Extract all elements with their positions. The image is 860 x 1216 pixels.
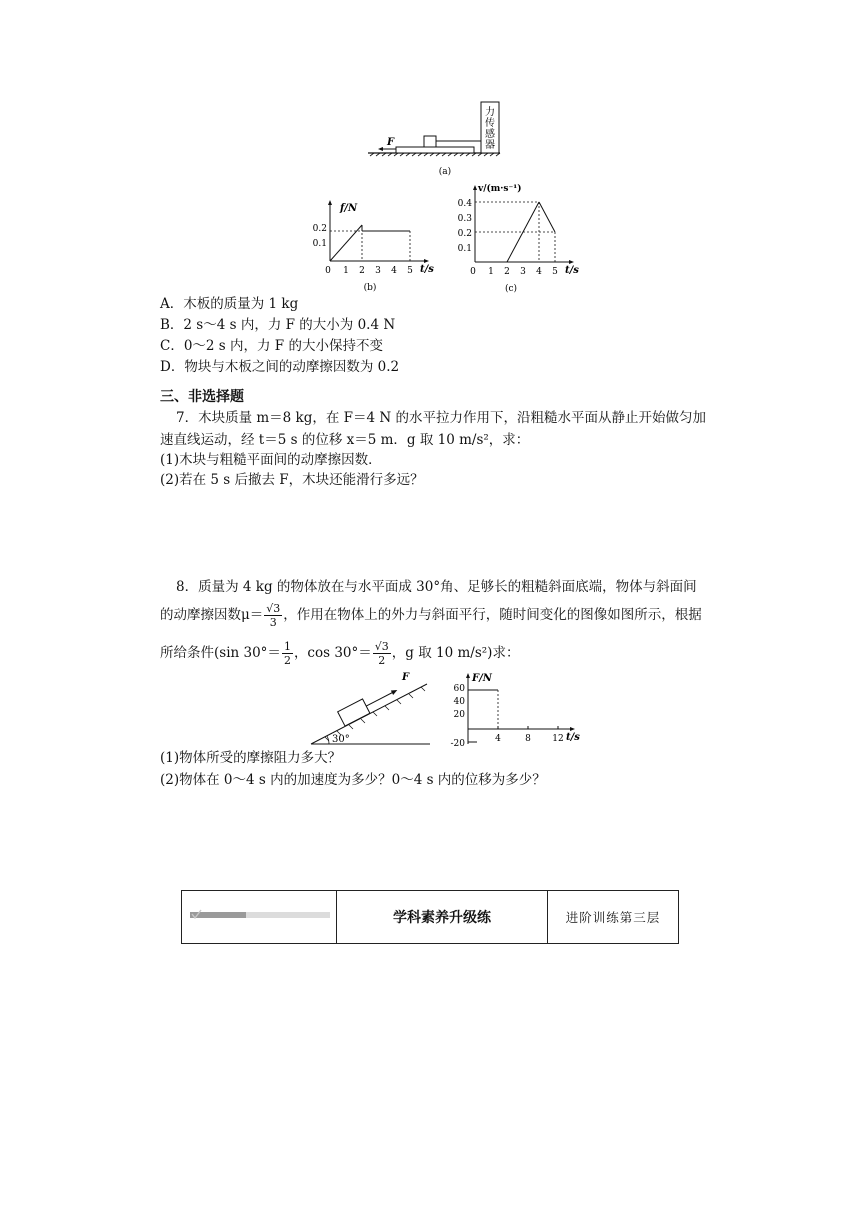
q8-line3-a: 所给条件(sin 30°＝ (160, 645, 281, 661)
q8-line1: 8．质量为 4 kg 的物体放在与水平面成 30°角、足够长的粗糙斜面底端，物体与斜面间 (176, 579, 697, 595)
q8-sub2: (2)物体在 0～4 s 内的加速度为多少？0～4 s 内的位移为多少？ (160, 772, 546, 788)
fig-c-xtick: 1 (488, 267, 494, 277)
ft-ytick: 60 (453, 684, 465, 694)
ft-xtick: 4 (495, 734, 501, 744)
fig-b-ytick: 0.2 (312, 224, 327, 234)
block (424, 136, 436, 147)
q8-sub1: (1)物体所受的摩擦阻力多大？ (160, 750, 342, 766)
incline-force-label: F (402, 672, 410, 683)
incline-figure (305, 668, 435, 750)
option-b: B．2 s～4 s 内，力 F 的大小为 0.4 N (160, 317, 396, 333)
q8-line3-c: ，g 取 10 m/s²)求： (391, 645, 520, 661)
force-label: F (387, 137, 395, 148)
caption-c: (c) (504, 284, 518, 294)
cos-numerator: √3 (374, 640, 389, 653)
fig-c-xtick: 3 (520, 267, 526, 277)
fig-b-xtick: 3 (375, 266, 381, 276)
sensor-char-2: 传 (485, 118, 495, 129)
fig-b-xlabel: t/s (420, 264, 434, 275)
sensor-char-3: 感 (485, 129, 495, 140)
fig-b-ytick: 0.1 (312, 239, 327, 249)
q7-sub2: (2)若在 5 s 后撤去 F，木块还能滑行多远？ (160, 472, 424, 488)
banner-title: 学科素养升级练 (337, 891, 548, 944)
q8-line2 (160, 600, 702, 630)
figure-c (455, 178, 585, 296)
banner-progress-cell (182, 891, 337, 944)
q8-line2-b: ，作用在物体上的外力与斜面平行，随时间变化的图像如图所示，根据 (283, 607, 702, 623)
sin-numerator: 1 (283, 640, 291, 653)
ft-graph (440, 668, 590, 750)
figure-a (360, 98, 510, 178)
fig-b-xtick: 0 (325, 266, 331, 276)
board (396, 147, 474, 153)
incline-angle-label: 30° (332, 734, 350, 745)
fig-c-falling-line (539, 202, 555, 232)
ft-ytick: -20 (450, 739, 465, 749)
option-a: A．木板的质量为 1 kg (160, 296, 299, 312)
incline-block (338, 699, 370, 726)
q8-line3-b: ，cos 30°＝ (293, 645, 372, 661)
fig-c-ytick: 0.3 (457, 214, 472, 224)
ft-xtick: 12 (552, 734, 564, 744)
fig-b-ylabel: f/N (340, 203, 358, 214)
fig-c-ytick: 0.1 (457, 244, 472, 254)
fig-b-xtick: 4 (391, 266, 397, 276)
fig-c-ylabel: v/(m·s⁻¹) (478, 184, 522, 194)
q8-line2-a: 的动摩擦因数μ＝ (160, 607, 264, 623)
caption-a: (a) (438, 167, 452, 177)
fig-b-rising-line (330, 225, 362, 261)
q7-line1: 7．木块质量 m＝8 kg，在 F＝4 N 的水平拉力作用下，沿粗糙水平面从静止开始做匀加 (176, 410, 707, 426)
fig-c-ytick: 0.4 (457, 199, 472, 209)
q7-sub1: (1)木块与粗糙平面间的动摩擦因数． (160, 452, 382, 468)
fig-c-xtick: 2 (504, 267, 510, 277)
fig-b-xtick: 1 (343, 266, 349, 276)
option-d: D．物块与木板之间的动摩擦因数为 0.2 (160, 359, 400, 375)
ft-ylabel: F/N (472, 673, 492, 684)
sin-denominator: 2 (283, 654, 291, 667)
q8-line3 (160, 638, 519, 668)
ft-ytick: 20 (453, 710, 465, 720)
section-banner (181, 890, 679, 944)
mu-fraction (264, 602, 282, 629)
q7-line2: 速直线运动，经 t＝5 s 的位移 x＝5 m．g 取 10 m/s²，求： (160, 432, 530, 448)
cos-denominator: 2 (378, 654, 386, 667)
fig-b-xtick: 2 (359, 266, 365, 276)
fig-c-xtick: 4 (536, 267, 542, 277)
sensor-char-4: 器 (485, 140, 495, 151)
sin-fraction (282, 640, 293, 667)
fig-c-xlabel: t/s (565, 265, 579, 276)
figure-b (310, 195, 440, 295)
section-heading: 三、非选择题 (160, 389, 244, 405)
option-c: C．0～2 s 内，力 F 的大小保持不变 (160, 338, 383, 354)
fig-c-xtick: 0 (470, 267, 476, 277)
progress-bar-graphic (186, 905, 332, 925)
banner-right-label: 进阶训练第三层 (548, 891, 679, 944)
ft-ytick: 40 (453, 697, 465, 707)
mu-denominator: 3 (269, 616, 277, 629)
cos-fraction (373, 640, 391, 667)
caption-b: (b) (363, 283, 377, 293)
ft-xtick: 8 (525, 734, 531, 744)
ft-xlabel: t/s (566, 732, 580, 743)
fig-c-ytick: 0.2 (457, 229, 472, 239)
mu-numerator: √3 (266, 602, 281, 615)
fig-c-xtick: 5 (552, 267, 558, 277)
fig-b-xtick: 5 (407, 266, 413, 276)
sensor-char-1: 力 (485, 107, 495, 118)
